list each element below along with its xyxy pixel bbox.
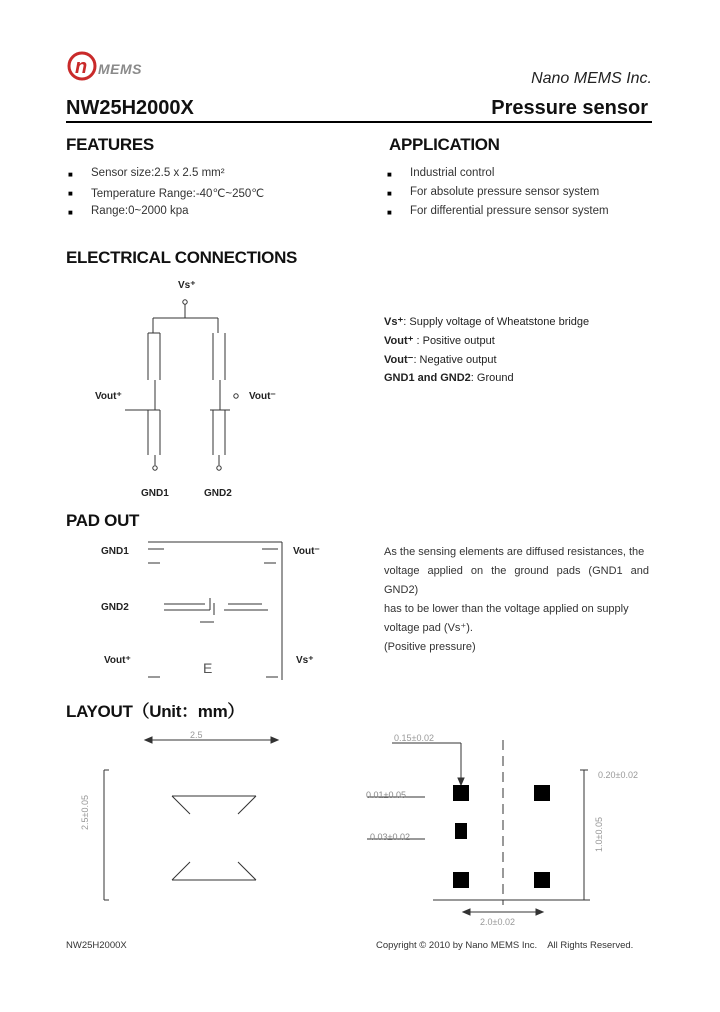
diagram-label-vout-minus: Vout⁻	[249, 391, 276, 402]
description-line: (Positive pressure)	[384, 641, 476, 653]
pad-center-mark: E	[203, 660, 213, 676]
layout-title: LAYOUT（Unit：mm）	[66, 702, 245, 721]
application-title: APPLICATION	[389, 135, 500, 154]
definition-vout-minus: Vout⁻: Negative output	[384, 354, 497, 366]
electrical-title: ELECTRICAL CONNECTIONS	[66, 248, 298, 267]
bullet-icon: ■	[68, 208, 73, 217]
diagram-label-vout-plus: Vout⁺	[95, 391, 122, 402]
description-line: voltage pad (Vs⁺).	[384, 622, 473, 634]
diagram-label-vs: Vs⁺	[178, 280, 196, 291]
dim-right-height: 1.0±0.05	[594, 817, 604, 852]
bullet-icon: ■	[387, 208, 392, 217]
pad-label-vout-minus: Vout⁻	[293, 546, 320, 557]
product-type: Pressure sensor	[491, 97, 648, 119]
logo-text: MEMS	[98, 61, 142, 77]
pad-label-vs-plus: Vs⁺	[296, 655, 314, 666]
definition-vs: Vs⁺: Supply voltage of Wheatstone bridge	[384, 316, 590, 328]
pad-label-gnd2: GND2	[101, 602, 129, 613]
application-item: For absolute pressure sensor system	[410, 186, 600, 198]
application-item: For differential pressure sensor system	[410, 205, 609, 217]
footer-copyright: Copyright © 2010 by Nano MEMS Inc. All Rights Reserved.	[376, 940, 634, 951]
pad-label-vout-plus: Vout⁺	[104, 655, 131, 666]
pad-out-title: PAD OUT	[66, 511, 140, 530]
company-name: Nano MEMS Inc.	[531, 70, 652, 87]
bullet-icon: ■	[68, 170, 73, 179]
features-title: FEATURES	[66, 135, 154, 154]
bullet-icon: ■	[68, 189, 73, 198]
description-line: As the sensing elements are diffused resistances, the	[384, 546, 645, 558]
dim-pad-spacing-top: 0.15±0.02	[394, 733, 434, 743]
definition-vout-plus: Vout⁺ : Positive output	[384, 335, 495, 347]
part-number: NW25H2000X	[66, 97, 194, 119]
pad-label-gnd1: GND1	[101, 546, 129, 557]
description-line: voltage applied on the ground pads (GND1 and GND2)	[384, 565, 649, 596]
svg-text:n: n	[75, 56, 88, 78]
feature-item: Sensor size:2.5 x 2.5 mm²	[91, 167, 225, 179]
dim-top-width: 2.5	[190, 730, 203, 740]
diagram-label-gnd2: GND2	[204, 488, 232, 499]
dim-pad-b: 0.03±0.02	[370, 832, 410, 842]
footer-part-number: NW25H2000X	[66, 940, 127, 951]
dim-pad-a: 0.01±0.05	[366, 790, 406, 800]
diagram-label-gnd1: GND1	[141, 488, 169, 499]
dim-right-offset: 0.20±0.02	[598, 770, 638, 780]
application-item: Industrial control	[410, 167, 495, 179]
dim-bottom-spacing: 2.0±0.02	[480, 917, 515, 927]
feature-item: Temperature Range:-40℃~250℃	[91, 188, 265, 200]
bullet-icon: ■	[387, 189, 392, 198]
dim-left-height: 2.5±0.05	[80, 795, 90, 830]
feature-item: Range:0~2000 kpa	[91, 205, 189, 217]
definition-gnd: GND1 and GND2: Ground	[384, 372, 514, 384]
description-line: has to be lower than the voltage applied on supply	[384, 603, 629, 615]
bullet-icon: ■	[387, 170, 392, 179]
